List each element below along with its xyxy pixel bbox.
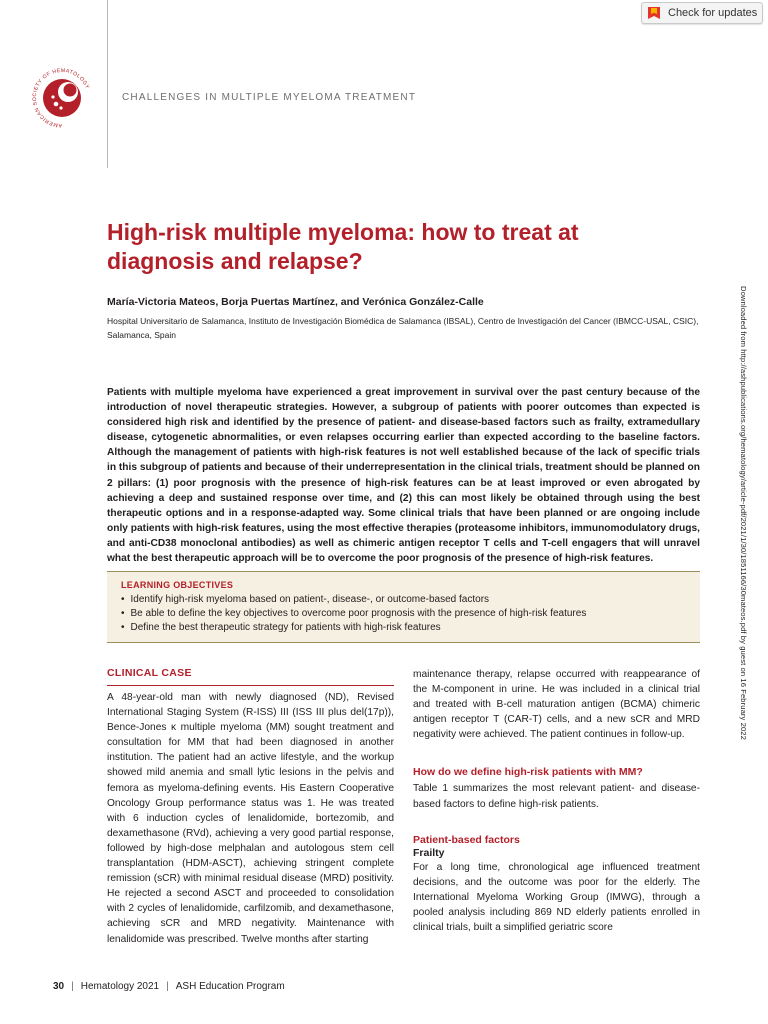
affiliation: Hospital Universitario de Salamanca, Instituto de Investigación Biomédica de Salamanca (IBSAL), Centro de Investigación del Cancer (IBMCC-USAL, CSIC), Salamanca, Spain <box>107 316 699 340</box>
check-for-updates-button[interactable] <box>641 2 763 24</box>
download-note: Downloaded from http://ashpublications.org/hematology/article-pdf/2021/1/30/1851166/30mateos.pdf by guest on 16 February 2022 <box>739 286 748 740</box>
clinical-case-continued: maintenance therapy, relapse occurred with reappearance of the M-component in urine. He was included in a clinical trial and treated with B-cell maturation antigen (BCMA) chimeric antigen receptor T (CAR-T) cells, and a new sCR and MRD negativity were achieved. The patient continues in follow-up. <box>413 669 700 741</box>
left-column <box>107 667 394 947</box>
journal-name: Hematology 2021 <box>80 981 160 992</box>
page-footer <box>53 981 285 992</box>
clinical-case-heading: CLINICAL CASE <box>107 667 394 686</box>
crossmark-icon <box>646 5 662 21</box>
section-label: CHALLENGES IN MULTIPLE MYELOMA TREATMENT <box>122 92 417 103</box>
learning-objectives-heading: LEARNING OBJECTIVES <box>121 580 234 590</box>
clinical-case-text: A 48-year-old man with newly diagnosed (ND), Revised International Staging System (R-ISS) III (ISS III plus del(17p)), Bence-Jones κ multiple myeloma (MM) sought treatment and consultation for MM that had been diagnosed in another institution. The patient had an active lifestyle, and the workup showed mild anemia and small lytic lesions in the pelvis and femora as myeloma-defining events. His Eastern Cooperative Oncology Group performance status was 1. He was treated with 6 induction cycles of lenalidomide, bortezomib, and dexamethasone (RVd), achieving a very good partial response, followed by high-dose melphalan and autologous stem cell transplantation (HDM-ASCT), achieving stringent complete remission (sCR) with minimal residual disease (MRD) positivity. He rejected a second ASCT and proceeded to consolidation with 2 cycles of lenalidomide, carfilzomib, and dexamethasone, achieving sCR and MRD negativity. Maintenance with lenalidomide was prescribed. Twelve months after starting <box>107 692 394 945</box>
learning-objectives-list <box>121 593 700 635</box>
define-high-risk-heading: How do we define high-risk patients with MM? <box>413 766 643 779</box>
abstract: Patients with multiple myeloma have experienced a great improvement in survival over the past century because of the introduction of novel therapeutic strategies. However, a subgroup of patients with poorer outcomes than expected is considered high risk and identified by the presence of patient- and disease-based factors such as frailty, extramedullary disease, cytogenetic abnormalities, or even relapses occurring earlier than expected according to the baseline factors. Although the management of patients with high-risk features is not well established because of the lack of specific trials in this subgroup of patients and because of their underrepresentation in the clinical trials, treatment should be planned on 2 pillars: (1) poor prognosis with the presence of high-risk features can be at least improved or even abrogated by achieving a deep and sustained response over time, and (2) this can most likely be obtained through using the best therapeutic options and in a response-adapted way. Some clinical trials that have been planned or are ongoing include only patients with high-risk features, using the most effective therapies (proteasome inhibitors, immunomodulatory drugs, and anti-CD38 monoclonal antibodies) as well as chimeric antigen receptor T cells and T-cell engagers that will unravel what the best therapeutic approach will be to overcome the poor prognosis of the presence of high-risk features. <box>107 387 700 565</box>
define-high-risk-text: Table 1 summarizes the most relevant patient- and disease-based factors to define high-risk patients. <box>413 783 700 810</box>
page-number: 30 <box>53 981 65 992</box>
program-name: ASH Education Program <box>175 981 285 992</box>
right-column <box>413 667 700 935</box>
check-for-updates-label: Check for updates <box>668 7 758 19</box>
logo-text: AMERICAN SOCIETY OF HEMATOLOGY <box>31 67 91 129</box>
frailty-text: For a long time, chronological age influenced treatment decisions, and the outcome was poor for the elderly. The International Myeloma Working Group (IMWG), through a pooled analysis including 869 ND elderly patients enrolled in clinical trials, built a simplified geriatric score <box>413 861 700 934</box>
frailty-heading: Frailty <box>413 846 445 859</box>
article-title: High-risk multiple myeloma: how to treat at diagnosis and relapse? <box>107 219 579 274</box>
learning-objective-item: • Identify high-risk myeloma based on patient-, disease-, or outcome-based factors <box>121 593 700 607</box>
footer-separator: | <box>166 981 169 992</box>
patient-based-factors-heading: Patient-based factors <box>413 833 520 846</box>
learning-objective-item: • Be able to define the key objectives to overcome poor prognosis with the presence of high-risk features <box>121 607 700 621</box>
learning-objective-item: • Define the best therapeutic strategy for patients with high-risk features <box>121 621 700 635</box>
ash-logo-icon <box>28 64 96 132</box>
header-divider <box>107 0 108 168</box>
author-list: María-Victoria Mateos, Borja Puertas Martínez, and Verónica González-Calle <box>107 296 484 308</box>
footer-separator: | <box>71 981 74 992</box>
learning-objectives-box <box>107 571 700 643</box>
